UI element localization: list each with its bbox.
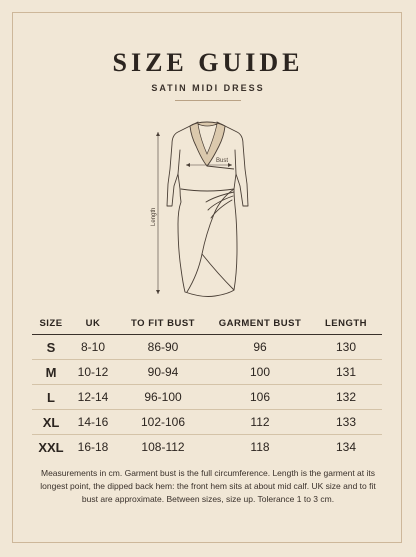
table-header-row xyxy=(32,313,382,335)
garment-bust-cell: 118 xyxy=(250,440,270,454)
to-fit-bust-cell: 108-112 xyxy=(141,440,185,454)
size-cell: XL xyxy=(32,410,70,435)
length-cell: 133 xyxy=(310,410,382,435)
measurement-footnote: Measurements in cm. Garment bust is the full circumference. Length is the garment at its longest point, the dipped back hem: the front hem sits at about mid calf. UK size and to fit bust are approximate. Between sizes, size up. Tolerance 1 to 3 cm. xyxy=(40,468,376,504)
size-cell: M xyxy=(32,360,70,385)
header-uk: UK xyxy=(70,313,116,335)
table-row xyxy=(32,360,382,385)
garment-bust-cell: 96 xyxy=(210,335,310,360)
uk-cell: 8-10 xyxy=(70,335,116,360)
header-length: LENGTH xyxy=(310,313,382,335)
garment-bust-cell: 106 xyxy=(210,385,310,410)
uk-cell: 16-18 xyxy=(77,440,109,454)
length-label: Length xyxy=(151,207,157,226)
table-row xyxy=(32,385,382,410)
uk-cell: 12-14 xyxy=(70,385,116,410)
length-cell: 130 xyxy=(310,335,382,360)
length-cell: 131 xyxy=(310,360,382,385)
right-sleeve xyxy=(235,150,236,174)
to-fit-bust-cell: 90-94 xyxy=(116,360,210,385)
size-cell: XXL xyxy=(38,439,64,455)
table-row xyxy=(32,335,382,360)
dress-illustration xyxy=(140,114,280,304)
table-row xyxy=(32,435,382,460)
subtitle-divider xyxy=(175,100,241,101)
header-size: SIZE xyxy=(32,313,70,335)
left-sleeve xyxy=(178,150,180,174)
length-cell: 132 xyxy=(310,385,382,410)
size-cell: S xyxy=(32,335,70,360)
garment-bust-cell: 100 xyxy=(210,360,310,385)
bust-label: Bust xyxy=(216,158,229,164)
uk-cell: 10-12 xyxy=(70,360,116,385)
header-to-fit-bust: TO FIT BUST xyxy=(116,313,210,335)
waist-seam xyxy=(181,189,234,191)
product-subtitle: SATIN MIDI DRESS xyxy=(151,83,265,93)
to-fit-bust-cell: 96-100 xyxy=(116,385,210,410)
page-title: SIZE GUIDE xyxy=(112,48,304,77)
table-row xyxy=(32,410,382,435)
to-fit-bust-cell: 86-90 xyxy=(116,335,210,360)
garment-bust-cell: 112 xyxy=(210,410,310,435)
header-garment-bust: GARMENT BUST xyxy=(210,313,310,335)
size-table xyxy=(32,313,382,459)
uk-cell: 14-16 xyxy=(70,410,116,435)
size-cell: L xyxy=(32,385,70,410)
to-fit-bust-cell: 102-106 xyxy=(116,410,210,435)
length-cell: 134 xyxy=(335,440,357,454)
